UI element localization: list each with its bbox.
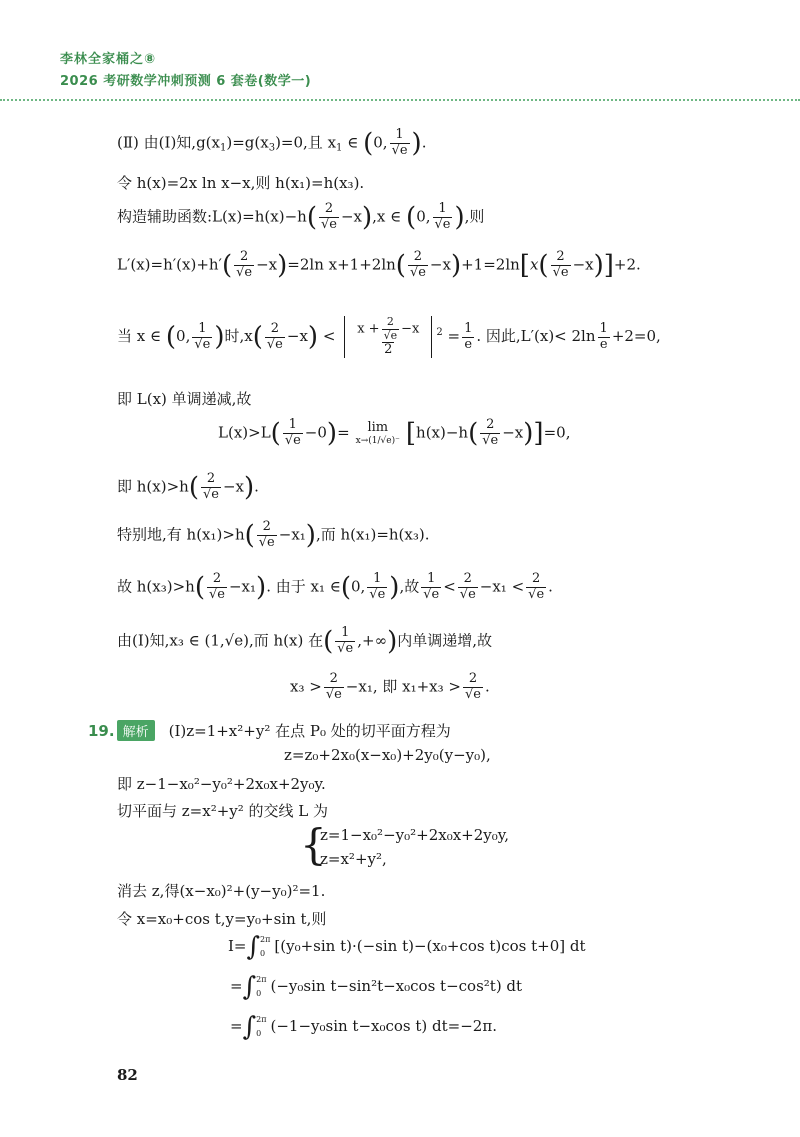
fraction: $\frac{1}{√e}$ (194, 320, 211, 352)
text: −x₁ (278, 525, 306, 544)
text: −x (286, 327, 308, 346)
text: 即 h(x)>h (117, 477, 189, 496)
integral-sign: ∫ (242, 972, 257, 1002)
paren: ( (406, 202, 417, 233)
paren: ( (244, 520, 255, 551)
limit: lim x→(1/√e)⁻ (355, 420, 400, 446)
solution-line-11 (0, 626, 800, 657)
paren: ( (538, 250, 549, 281)
text: 当 x ∈ (117, 327, 162, 346)
integral-line-1 (0, 932, 800, 962)
text: )=0,且 x (275, 133, 337, 152)
text: 构造辅助函数:L(x)=h(x)−h (117, 207, 307, 226)
system-eq-2: z=x²+y², (320, 850, 387, 868)
text: 由(Ⅰ)知,x₃ ∈ (1,√e),而 h(x) 在 (117, 631, 324, 650)
bracket: ] (533, 418, 544, 449)
text: = (230, 977, 243, 995)
fraction: $\frac{2}{√e}$ (258, 519, 275, 550)
solution-line-3 (0, 202, 800, 233)
fraction: $\frac{2}{√e}$ (202, 471, 219, 502)
text: ,+∞ (357, 631, 388, 650)
integral-sign: ∫ (246, 932, 261, 962)
text: I= (228, 937, 247, 955)
text: 0, (351, 577, 366, 596)
text: . (484, 677, 490, 696)
paren: ( (468, 418, 479, 449)
paren: ( (363, 128, 374, 159)
solution-line-10 (0, 572, 800, 603)
fraction: $\frac{1}{e}$ (599, 320, 608, 352)
text: ,而 h(x₁)=h(x₃). (315, 525, 430, 544)
fraction: $\frac{1}{√e}$ (337, 625, 354, 656)
paren: ( (188, 472, 199, 503)
solution-line-8 (0, 472, 800, 503)
paren: ) (450, 250, 462, 281)
text: L′(x)=h′(x)+h′ (117, 255, 222, 274)
text: −0 (304, 423, 327, 442)
q19-line-5: 消去 z,得(x−x₀)²+(y−y₀)²=1. (117, 882, 326, 900)
text: = (447, 327, 461, 346)
text: 时,x (224, 327, 253, 346)
integral-line-2 (0, 972, 800, 1002)
paren: ( (306, 202, 317, 233)
fraction: $\frac{2}{√e}$ (266, 320, 283, 352)
text: −x₁ < (479, 577, 525, 596)
q19-line-6: 令 x=x₀+cos t,y=y₀+sin t,则 (117, 910, 327, 928)
fraction: $\frac{2}{√e}$ (482, 417, 499, 448)
text: (Ⅰ)z=1+x²+y² 在点 P₀ 处的切平面方程为 (168, 722, 451, 740)
fraction: $\frac{1}{√e}$ (391, 127, 408, 158)
fraction: $\frac{2}{√e}$ (528, 571, 545, 602)
solution-line-5 (0, 316, 800, 358)
solution-line-1: (Ⅱ) 由(Ⅰ)知$,g(x_1)=g(x_3)=0$,且 $x_1$ ∈ (0, $\frac{1}{√e}$ ). (117, 127, 427, 159)
fraction: x + $\frac{2}{√e}$ −x 2 (357, 315, 420, 358)
paren: ) (305, 520, 316, 551)
text: 内单调递增,故 (397, 631, 493, 650)
paren: ) (387, 626, 398, 657)
fraction: $\frac{1}{e}$ (464, 320, 473, 352)
text: −x₁ (228, 577, 257, 596)
text: 特别地,有 h(x₁)>h (117, 525, 245, 544)
paren: ) (326, 418, 338, 449)
paren: ) (523, 418, 534, 449)
text: 故 h(x₃)>h (117, 577, 195, 596)
fraction: $\frac{2}{√e}$ (465, 671, 481, 702)
fraction: $\frac{2}{√e}$ (409, 249, 426, 280)
bracket: [ (519, 250, 530, 281)
bracket: ] (603, 250, 614, 281)
fraction: $\frac{2}{√e}$ (552, 249, 569, 280)
text: L(x)>L (218, 423, 271, 442)
text: =0, (543, 423, 571, 442)
integral-sign: ∫ (242, 1012, 257, 1042)
q19-line-3: 即 z−1−x₀²−y₀²+2x₀x+2y₀y. (117, 775, 326, 793)
text: h(x)−h (416, 423, 469, 442)
page-number: 82 (117, 1066, 138, 1084)
text: ,故 (399, 577, 420, 596)
fraction: $\frac{1}{√e}$ (434, 201, 451, 232)
text: ,则 (464, 207, 485, 226)
paren: ) (244, 472, 255, 503)
text: −x (256, 255, 278, 274)
question-number: 19. (88, 722, 115, 740)
text: < (443, 577, 456, 596)
paren: ) (593, 250, 604, 281)
paren: ) (277, 250, 288, 281)
header-divider (0, 99, 800, 101)
paren: ) (454, 202, 465, 233)
subscript: 3 (268, 142, 276, 154)
text: < (322, 327, 336, 346)
text: −x₁, 即 x₁+x₃ > (345, 677, 461, 696)
text: (−y₀sin t−sin²t−x₀cos t−cos²t) dt (270, 977, 523, 995)
paren: ( (395, 250, 406, 281)
paren: ( (194, 572, 205, 603)
q19-line-2: z=z₀+2x₀(x−x₀)+2y₀(y−y₀), (284, 746, 491, 764)
text: . 由于 x₁ ∈ (266, 577, 341, 596)
integral-line-3 (0, 1012, 800, 1042)
text: −x (340, 207, 362, 226)
solution-line-4 (0, 250, 800, 281)
text: −x (572, 255, 594, 274)
text: = (337, 423, 350, 442)
text: ,x ∈ (372, 207, 402, 226)
paren: ( (252, 322, 263, 353)
bracket: [ (405, 418, 417, 449)
text: )=g(x (226, 133, 269, 152)
text: . (254, 477, 259, 496)
text: x₃ > (290, 677, 322, 696)
text: . 因此,L′(x)< 2ln (476, 327, 596, 346)
integral-limits: 2π 0 (256, 974, 267, 998)
text: −x (222, 477, 244, 496)
fraction: $\frac{2}{√e}$ (325, 671, 342, 702)
fraction: $\frac{2}{√e}$ (459, 571, 476, 602)
text: −x (502, 423, 524, 442)
text: −x (429, 255, 451, 274)
fraction: $\frac{1}{√e}$ (284, 417, 301, 448)
text: =2ln x+1+2ln (287, 255, 396, 274)
text: (Ⅱ) 由(Ⅰ)知,g(x (117, 133, 220, 152)
text: (−1−y₀sin t−x₀cos t) dt=−2π. (270, 1017, 497, 1035)
paren: ( (221, 250, 233, 281)
text: +2=0, (611, 327, 661, 346)
analysis-badge: 解析 (117, 720, 155, 741)
superscript: 2 (436, 327, 443, 339)
text: 0, (373, 133, 388, 152)
paren: ( (165, 322, 177, 353)
solution-line-6: 即 L(x) 单调递减,故 (117, 390, 252, 408)
text: 0, (176, 327, 191, 346)
fraction: $\frac{2}{√e}$ (209, 571, 225, 602)
integral-limits: 2π 0 (260, 934, 271, 958)
series-title: 李林全家桶之⑧ (60, 52, 157, 67)
bracket-box (344, 316, 432, 358)
solution-line-12 (0, 672, 800, 703)
fraction: $\frac{2}{√e}$ (236, 249, 253, 280)
paren: ( (270, 418, 281, 449)
paren: ) (256, 572, 267, 603)
paren: ( (323, 626, 334, 657)
text: +2. (613, 255, 641, 274)
subscript: 1 (219, 142, 227, 154)
book-title: 2026 考研数学冲刺预测 6 套卷(数学一) (60, 74, 312, 89)
text: ∈ (347, 133, 359, 152)
integral-limits: 2π 0 (256, 1014, 267, 1038)
solution-line-9 (0, 520, 800, 551)
q19-system (0, 820, 800, 869)
text: 0, (416, 207, 431, 226)
system-eq-1: z=1−x₀²−y₀²+2x₀x+2y₀y, (320, 826, 510, 844)
text: x (529, 255, 539, 274)
paren: ) (361, 202, 373, 233)
fraction: $\frac{2}{√e}$ (320, 201, 337, 232)
subscript: 1 (336, 142, 343, 154)
brace: { (300, 820, 327, 869)
solution-line-2: 令 h(x)=2x ln x−x,则 h(x₁)=h(x₃). (117, 174, 365, 192)
paren: ( (340, 572, 351, 603)
paren: ) (307, 322, 319, 353)
fraction: $\frac{1}{√e}$ (369, 571, 386, 602)
fraction: $\frac{1}{√e}$ (423, 571, 440, 602)
text: . (548, 577, 553, 596)
text: = (230, 1017, 243, 1035)
text: +1=2ln (461, 255, 520, 274)
paren: ) (411, 128, 422, 159)
paren: ) (214, 322, 225, 353)
q19-line-4: 切平面与 z=x²+y² 的交线 L 为 (117, 802, 329, 820)
text: [(y₀+sin t)·(−sin t)−(x₀+cos t)cos t+0] dt (274, 937, 586, 955)
paren: ) (389, 572, 400, 603)
solution-line-7 (0, 418, 800, 449)
q19-line-1 (0, 720, 800, 741)
